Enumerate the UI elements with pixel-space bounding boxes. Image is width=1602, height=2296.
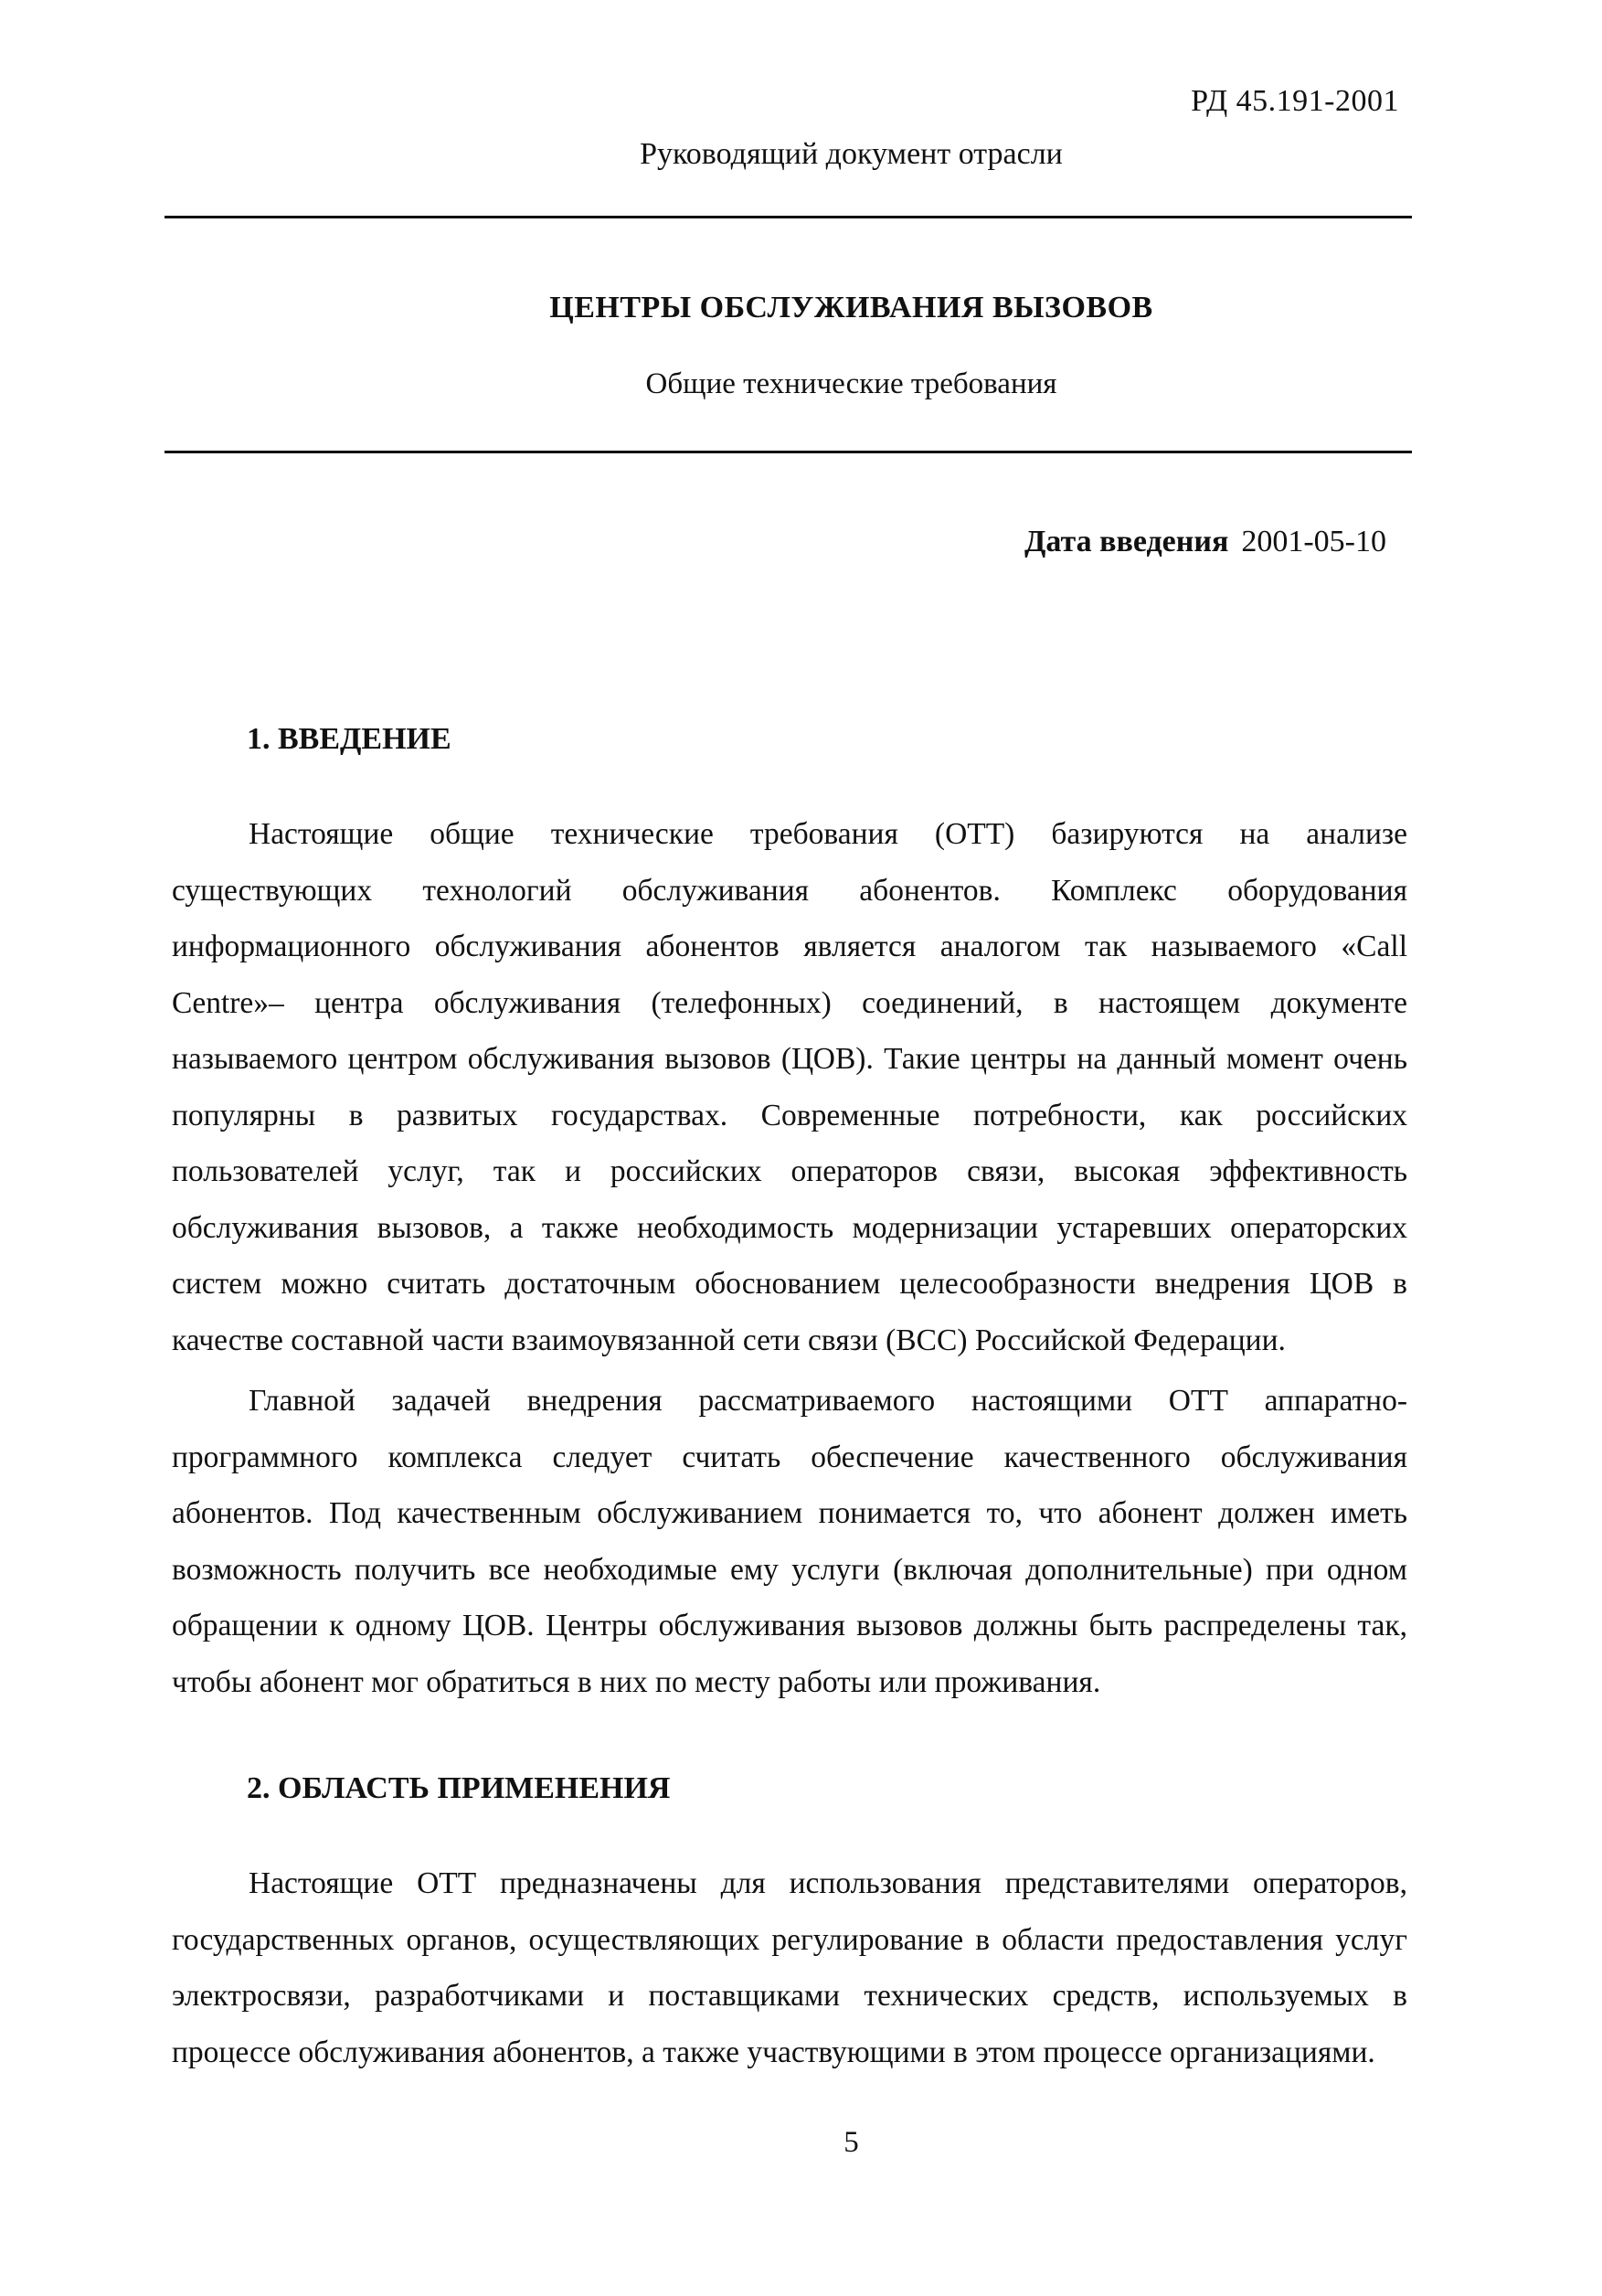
title-divider: [164, 451, 1412, 453]
section-heading-scope: 2. ОБЛАСТЬ ПРИМЕНЕНИЯ: [247, 1771, 671, 1805]
page-number: 5: [843, 2126, 859, 2159]
paragraph: Настоящие ОТТ предназначены для использования представителями операторов, государственных органов, осуществляющих регулирование в области предоставления услуг электросвязи, разработчиками и поставщиками технических средств, используемых в процессе обслуживания абонентов, а также участвующими в этом процессе организациями.: [172, 1866, 1407, 2069]
introduction-date: [1024, 525, 1386, 559]
introduction-date-value: 2001-05-10: [1241, 525, 1386, 558]
top-divider: [164, 216, 1412, 218]
introduction-date-label: Дата введения: [1024, 525, 1229, 558]
paragraph: Главной задачей внедрения рассматриваемого настоящими ОТТ аппаратно-программного комплекса следует считать обеспечение качественного обслуживания абонентов. Под качественным обслуживанием понимается то, что абонент должен иметь возможность получить все необходимые ему услуги (включая дополнительные) при одном обращении к одному ЦОВ. Центры обслуживания вызовов должны быть распределены так, чтобы абонент мог обратиться в них по месту работы или проживания.: [172, 1384, 1407, 1699]
document-subtitle: Общие технические требования: [645, 367, 1057, 400]
section-heading-introduction: 1. ВВЕДЕНИЕ: [247, 722, 451, 756]
paragraph: Настоящие общие технические требования (ОТТ) базируются на анализе существующих технологий обслуживания абонентов. Комплекс оборудования информационного обслуживания абонентов является аналогом так называемого «Call Centre»– центра обслуживания (телефонных) соединений, в настоящем документе называемого центром обслуживания вызовов (ЦОВ). Такие центры на данный момент очень популярны в развитых государствах. Современные потребности, как российских пользователей услуг, так и российских операторов связи, высокая эффективность обслуживания вызовов, а также необходимость модернизации устаревших операторских систем можно считать достаточным обоснованием целесообразности внедрения ЦОВ в качестве составной части взаимоувязанной сети связи (ВСС) Российской Федерации.: [172, 817, 1407, 1357]
document-title: ЦЕНТРЫ ОБСЛУЖИВАНИЯ ВЫЗОВОВ: [549, 291, 1153, 324]
document-type: Руководящий документ отрасли: [640, 137, 1063, 171]
document-code: РД 45.191-2001: [1191, 84, 1399, 118]
